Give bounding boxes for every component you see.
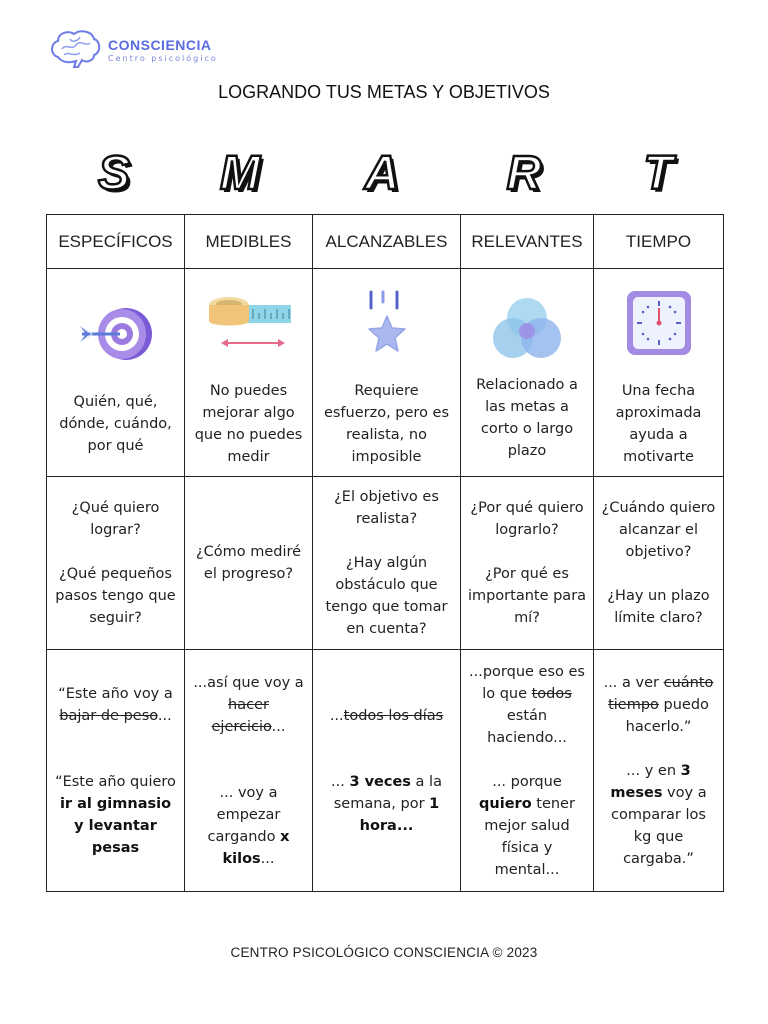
clock-icon <box>624 288 694 358</box>
smart-table <box>46 214 724 892</box>
example-text: voy a comparar los kg que cargaba.” <box>611 784 707 867</box>
example-text: puedo hacerlo.” <box>625 696 709 735</box>
example-cell-medibles <box>185 650 313 892</box>
example-text: a la semana, por <box>333 773 442 812</box>
question-text: ¿Cómo mediré el progreso? <box>195 544 302 582</box>
questions-cell-medibles <box>185 477 313 650</box>
letter-m: M <box>220 147 260 200</box>
example-text: ... y en <box>626 762 681 779</box>
example-strike-text: bajar de peso <box>59 707 158 724</box>
example-cell-especificos <box>47 650 185 892</box>
example-text: ... voy a empezar cargando <box>207 784 281 845</box>
example-text: “Este año voy a <box>58 685 173 702</box>
example-text: ... <box>271 718 286 735</box>
header-row <box>47 215 724 269</box>
page-title: LOGRANDO TUS METAS Y OBJETIVOS <box>218 82 550 102</box>
example-text: ... <box>331 773 350 790</box>
brand-tagline: Centro psicológico <box>108 54 218 63</box>
header-especificos: ESPECÍFICOS <box>47 215 185 269</box>
example-text: ... <box>157 707 172 724</box>
example-text: ... <box>260 850 275 867</box>
falling-star-icon <box>357 288 417 358</box>
venn-diagram-icon <box>489 294 565 364</box>
desc-cell-tiempo <box>594 269 724 477</box>
example-text: ...así que voy a <box>193 674 304 691</box>
example-bold-text: quiero <box>479 795 532 812</box>
letter-r: R <box>506 147 542 200</box>
example-cell-tiempo <box>594 650 724 892</box>
description-row <box>47 269 724 477</box>
question-text: ¿Qué pequeños pasos tengo que seguir? <box>55 566 176 626</box>
measuring-tape-icon <box>201 293 297 353</box>
header-tiempo: TIEMPO <box>594 215 724 269</box>
example-text: tener mejor salud física y mental... <box>484 795 575 878</box>
example-text: ... a ver <box>603 674 664 691</box>
question-text: ¿Hay un plazo límite claro? <box>607 588 710 626</box>
letter-t: T <box>643 147 673 200</box>
questions-cell-alcanzables <box>313 477 461 650</box>
question-text: ¿Por qué es importante para mí? <box>467 566 587 626</box>
example-bold-text: ir al gimnasio y levantar pesas <box>59 795 172 856</box>
desc-cell-alcanzables <box>313 269 461 477</box>
question-text: ¿Hay algún obstáculo que tengo que tomar en cuenta? <box>325 555 448 637</box>
example-text: ... porque <box>492 773 562 790</box>
question-text: ¿Por qué quiero lograrlo? <box>470 500 584 538</box>
desc-cell-relevantes <box>461 269 594 477</box>
example-cell-alcanzables <box>313 650 461 892</box>
example-strike-text: todos <box>531 685 572 702</box>
examples-row <box>47 650 724 892</box>
question-text: ¿El objetivo es realista? <box>334 489 439 527</box>
example-strike-text: cuánto tiempo <box>608 674 714 713</box>
desc-alcanzables: Requiere esfuerzo, pero es realista, no imposible <box>323 382 450 465</box>
questions-cell-relevantes <box>461 477 594 650</box>
questions-row <box>47 477 724 650</box>
header-relevantes: RELEVANTES <box>461 215 594 269</box>
header-alcanzables: ALCANZABLES <box>313 215 461 269</box>
example-strike-text: hacer ejercicio <box>211 696 272 735</box>
questions-cell-especificos <box>47 477 185 650</box>
question-text: ¿Cuándo quiero alcanzar el objetivo? <box>601 500 716 560</box>
target-icon <box>76 304 156 364</box>
example-text: ... <box>329 707 344 724</box>
desc-medibles: No puedes mejorar algo que no puedes medir <box>194 382 303 465</box>
example-bold-text: 3 veces <box>349 773 411 790</box>
smart-letters <box>46 146 722 202</box>
header-medibles: MEDIBLES <box>185 215 313 269</box>
question-text: ¿Qué quiero lograr? <box>71 500 160 538</box>
example-cell-relevantes <box>461 650 594 892</box>
footer-copyright: CENTRO PSICOLÓGICO CONSCIENCIA © 2023 <box>230 945 538 960</box>
example-text: están haciendo... <box>487 707 567 746</box>
example-text: ...porque eso es lo que <box>469 663 585 702</box>
letter-s: S <box>97 147 130 200</box>
example-bold-text: x kilos <box>222 828 290 867</box>
desc-cell-medibles <box>185 269 313 477</box>
desc-cell-especificos <box>47 269 185 477</box>
desc-relevantes: Relacionado a las metas a corto o largo plazo <box>476 376 578 459</box>
example-text: “Este año quiero <box>55 773 176 790</box>
example-bold-text: 1 hora... <box>359 795 440 834</box>
letter-a: A <box>364 147 400 200</box>
questions-cell-tiempo <box>594 477 724 650</box>
brand-logo <box>48 26 218 74</box>
desc-tiempo: Una fecha aproximada ayuda a motivarte <box>615 382 702 465</box>
example-strike-text: todos los días <box>343 707 444 724</box>
brand-name: CONSCIENCIA <box>108 37 212 53</box>
brain-icon <box>48 27 102 73</box>
example-bold-text: 3 meses <box>610 762 691 801</box>
desc-especificos: Quién, qué, dónde, cuándo, por qué <box>59 393 172 454</box>
